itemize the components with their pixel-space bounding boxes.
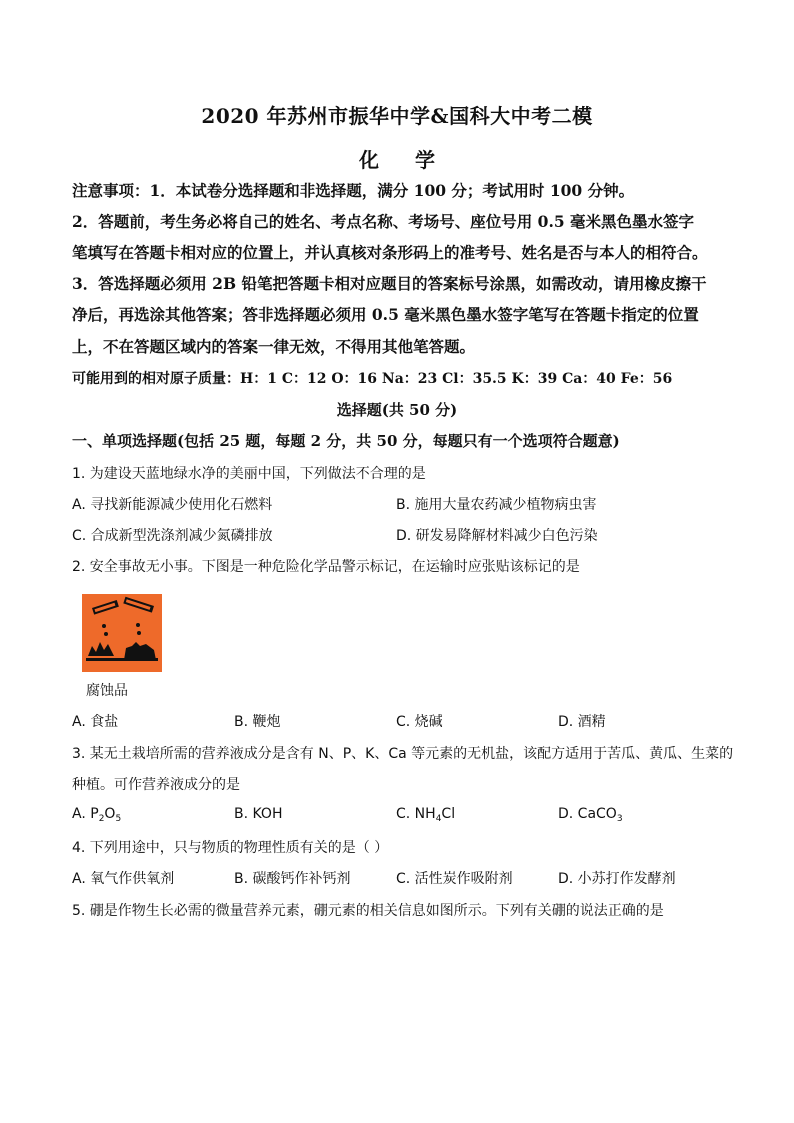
subject-char-2: 学	[415, 148, 435, 172]
q3-a-prefix: A. P	[72, 806, 99, 822]
q4-option-a: A. 氧气作供氧剂	[72, 871, 175, 887]
q4-option-b: B. 碳酸钙作补钙剂	[234, 871, 351, 887]
q4-option-d: D. 小苏打作发酵剂	[558, 871, 676, 887]
q1-option-b: B. 施用大量农药减少植物病虫害	[396, 497, 597, 513]
subject-title	[0, 144, 794, 173]
ground-line	[86, 658, 158, 661]
q3-a-mid: O	[104, 806, 116, 822]
q4-stem: 4. 下列用途中，只与物质的物理性质有关的是（ ）	[72, 840, 389, 856]
q3-stem-line-2: 种植。可作营养液成分的是	[72, 777, 240, 793]
q3-option-d	[558, 806, 623, 824]
atomic-masses: 可能用到的相对原子质量：H：1 C：12 O：16 Na：23 Cl：35.5 K：39 Ca：40 Fe：56	[72, 371, 673, 387]
subject-char-1: 化	[359, 148, 379, 172]
q4-option-c: C. 活性炭作吸附剂	[396, 871, 513, 887]
q2-option-d: D. 酒精	[558, 714, 606, 730]
q5-stem: 5. 硼是作物生长必需的微量营养元素，硼元素的相关信息如图所示。下列有关硼的说法正确的是	[72, 903, 664, 919]
q2-stem: 2. 安全事故无小事。下图是一种危险化学品警示标记，在运输时应张贴该标记的是	[72, 559, 580, 575]
notice-line-1: 注意事项：1．本试卷分选择题和非选择题，满分 100 分；考试用时 100 分钟。	[72, 181, 635, 200]
q3-d-sub: 3	[616, 814, 623, 824]
q1-stem: 1. 为建设天蓝地绿水净的美丽中国，下列做法不合理的是	[72, 466, 426, 482]
q3-option-a	[72, 806, 121, 824]
q1-option-c: C. 合成新型洗涤剂减少氮磷排放	[72, 528, 273, 544]
part-one-heading: 一、单项选择题(包括 25 题，每题 2 分，共 50 分，每题只有一个选项符合题意)	[72, 432, 620, 450]
notice-line-3: 笔填写在答题卡相对应的位置上，并认真核对条形码上的准考号、姓名是否与本人的相符合。	[72, 243, 708, 262]
drop-icon	[102, 624, 106, 628]
drop-icon	[137, 631, 141, 635]
q3-stem-line-1: 3. 某无土栽培所需的营养液成分是含有 N、P、K、Ca 等元素的无机盐，该配方适用于苦瓜、黄瓜、生菜的	[72, 746, 734, 762]
q3-d-prefix: D. CaCO	[558, 806, 617, 822]
q2-option-c: C. 烧碱	[396, 714, 443, 730]
drop-icon	[136, 623, 140, 627]
exam-title: 2020 年苏州市振华中学&国科大中考二模	[201, 104, 593, 128]
drop-icon	[104, 632, 108, 636]
notice-line-6: 上，不在答题区域内的答案一律无效，不得用其他笔答题。	[72, 337, 476, 356]
q3-option-b: B. KOH	[234, 806, 283, 822]
corrosive-hazard-sign	[82, 594, 162, 672]
q1-option-a: A. 寻找新能源减少使用化石燃料	[72, 497, 273, 513]
notice-line-4: 3．答选择题必须用 2B 铅笔把答题卡相对应题目的答案标号涂黑，如需改动，请用橡皮擦干	[72, 274, 707, 293]
q3-c-prefix: C. NH	[396, 806, 436, 822]
section-title: 选择题(共 50 分)	[336, 401, 458, 419]
q1-option-d: D. 研发易降解材料减少白色污染	[396, 528, 598, 544]
hazard-sign-label: 腐蚀品	[86, 683, 128, 699]
q3-a-sub1: 2	[98, 814, 105, 824]
q2-option-a: A. 食盐	[72, 714, 119, 730]
notice-line-5: 净后，再选涂其他答案；答非选择题必须用 0.5 毫米黑色墨水签字笔写在答题卡指定的位置	[72, 305, 699, 324]
q2-option-b: B. 鞭炮	[234, 714, 281, 730]
q3-c-suffix: Cl	[441, 806, 456, 822]
notice-line-2: 2．答题前，考生务必将自己的姓名、考点名称、考场号、座位号用 0.5 毫米黑色墨水签字	[72, 212, 695, 231]
q3-option-c	[396, 806, 455, 824]
q3-c-sub: 4	[435, 814, 442, 824]
q3-a-sub2: 5	[115, 814, 122, 824]
